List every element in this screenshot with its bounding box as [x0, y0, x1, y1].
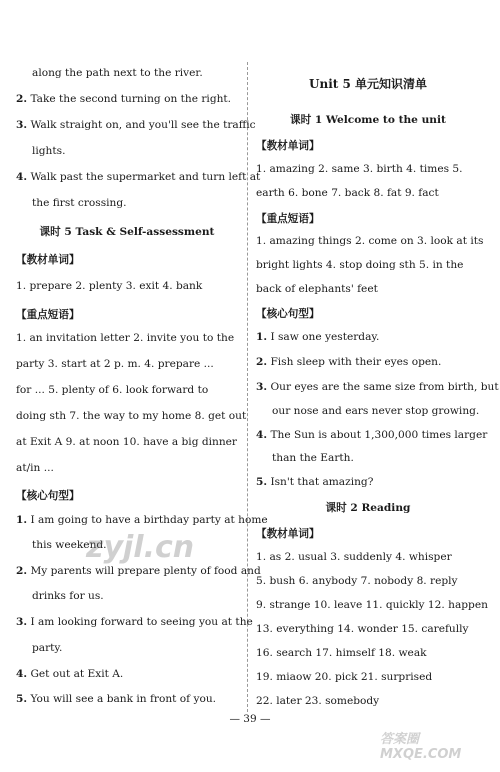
text-line: than the Earth. [272, 452, 354, 464]
section-heading: 【教材单词】 [256, 140, 320, 152]
list-item: 5. Isn't that amazing? [256, 476, 374, 488]
page-number: — 39 — [229, 713, 271, 725]
text-line: drinks for us. [32, 590, 104, 602]
words-line: earth 6. bone 7. back 8. fat 9. fact [256, 187, 439, 199]
list-item: 1. I am going to have a birthday party at home [16, 514, 268, 526]
list-item: 2. Take the second turning on the right. [16, 93, 232, 105]
phrase-line: at Exit A 9. at noon 10. have a big dinner [16, 436, 237, 448]
section-heading: 【教材单词】 [256, 528, 320, 540]
text-line: lights. [32, 145, 66, 157]
words-line: 16. search 17. himself 18. weak [256, 647, 427, 659]
list-item: 2. Fish sleep with their eyes open. [256, 356, 442, 368]
watermark-logo: 答案圈 MXQE.COM [380, 732, 462, 762]
list-item: 2. My parents will prepare plenty of food and [16, 565, 261, 577]
list-item: 3. I am looking forward to seeing you at the [16, 616, 253, 628]
text-line: this weekend. [32, 539, 107, 551]
list-item: 4. Get out at Exit A. [16, 668, 124, 680]
list-item: 3. Our eyes are the same size from birth, but [256, 381, 499, 393]
section-heading: 【教材单词】 [16, 254, 80, 266]
watermark: zyjl.cn [86, 530, 195, 565]
list-item: 4. The Sun is about 1,300,000 times larger [256, 429, 488, 441]
section-heading: 【核心句型】 [256, 308, 320, 320]
section-heading: 【重点短语】 [256, 213, 320, 225]
words-line: 1. prepare 2. plenty 3. exit 4. bank [16, 280, 203, 292]
phrase-line: for ... 5. plenty of 6. look forward to [16, 384, 209, 396]
list-item: 1. I saw one yesterday. [256, 331, 380, 343]
list-item: 5. You will see a bank in front of you. [16, 693, 217, 705]
words-line: 13. everything 14. wonder 15. carefully [256, 623, 469, 635]
text-line: the first crossing. [32, 197, 127, 209]
lesson-title: 课时 5 Task & Self-assessment [39, 226, 215, 238]
section-heading: 【核心句型】 [16, 490, 80, 502]
text-line: along the path next to the river. [32, 67, 203, 79]
phrase-line: 1. an invitation letter 2. invite you to the [16, 332, 235, 344]
phrase-line: 1. amazing things 2. come on 3. look at its [256, 235, 484, 247]
text-line: party. [32, 642, 63, 654]
phrase-line: bright lights 4. stop doing sth 5. in the [256, 259, 464, 271]
unit-title: Unit 5 单元知识清单 [309, 77, 427, 91]
lesson-title: 课时 1 Welcome to the unit [290, 114, 446, 126]
words-line: 22. later 23. somebody [256, 695, 380, 707]
section-heading: 【重点短语】 [16, 309, 80, 321]
phrase-line: party 3. start at 2 p. m. 4. prepare ... [16, 358, 214, 370]
phrase-line: doing sth 7. the way to my home 8. get out [16, 410, 247, 422]
lesson-title: 课时 2 Reading [325, 502, 411, 514]
words-line: 19. miaow 20. pick 21. surprised [256, 671, 433, 683]
phrase-line: back of elephants' feet [256, 283, 378, 295]
words-line: 5. bush 6. anybody 7. nobody 8. reply [256, 575, 458, 587]
text-line: our nose and ears never stop growing. [272, 405, 480, 417]
words-line: 1. as 2. usual 3. suddenly 4. whisper [256, 551, 452, 563]
list-item: 3. Walk straight on, and you'll see the traffic [16, 119, 256, 131]
words-line: 1. amazing 2. same 3. birth 4. times 5. [256, 163, 463, 175]
list-item: 4. Walk past the supermarket and turn left at [16, 171, 261, 183]
phrase-line: at/in ... [16, 462, 54, 474]
words-line: 9. strange 10. leave 11. quickly 12. happen [256, 599, 488, 611]
